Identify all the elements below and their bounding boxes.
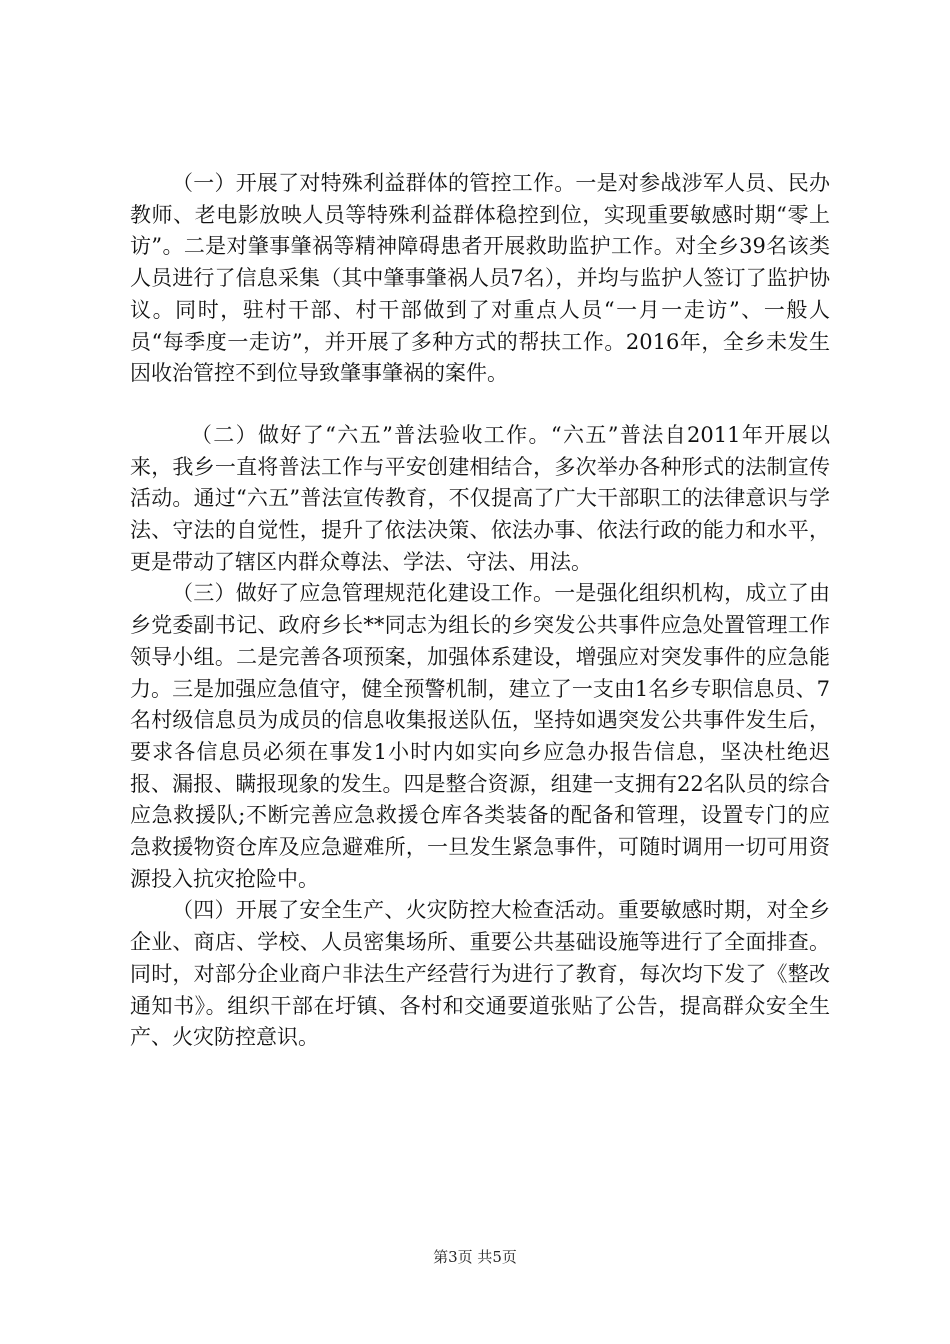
paragraph-special-groups: （一）开展了对特殊利益群体的管控工作。一是对参战涉军人员、民办教师、老电影放映人员等特殊利益群体稳控到位，实现重要敏感时期“零上访”。二是对肇事肇祸等精神障碍患者开展救助监护工作。对全乡39名该类人员进行了信息采集（其中肇事肇祸人员7名），并均与监护人签订了监护协议。同时，驻村干部、村干部做到了对重点人员“一月一走访”、一般人员“每季度一走访”，并开展了多种方式的帮扶工作。2016年，全乡未发生因收治管控不到位导致肇事肇祸的案件。 [130,171,830,386]
paragraph-safety-inspection: （四）开展了安全生产、火灾防控大检查活动。重要敏感时期，对全乡企业、商店、学校、人员密集场所、重要公共基础设施等进行了全面排查。同时，对部分企业商户非法生产经营行为进行了教育，每次均下发了《整改通知书》。组织干部在圩镇、各村和交通要道张贴了公告，提高群众安全生产、火灾防控意识。 [130,898,830,1050]
paragraph-emergency-management: （三）做好了应急管理规范化建设工作。一是强化组织机构，成立了由乡党委副书记、政府乡长**同志为组长的乡突发公共事件应急处置管理工作领导小组。二是完善各项预案，加强体系建设，增强应对突发事件的应急能力。三是加强应急值守，健全预警机制，建立了一支由1名乡专职信息员、7名村级信息员为成员的信息收集报送队伍，坚持如遇突发公共事件发生后，要求各信息员必须在事发1小时内如实向乡应急办报告信息，坚决杜绝迟报、漏报、瞒报现象的发生。四是整合资源，组建一支拥有22名队员的综合应急救援队;不断完善应急救援仓库各类装备的配备和管理，设置专门的应急救援物资仓库及应急避难所，一旦发生紧急事件，可随时调用一切可用资源投入抗灾抢险中。 [130,581,830,891]
paragraph-legal-education: （二）做好了“六五”普法验收工作。“六五”普法自2011年开展以来，我乡一直将普法工作与平安创建相结合，多次举办各种形式的法制宣传活动。通过“六五”普法宣传教育，不仅提高了广大干部职工的法律意识与学法、守法的自觉性，提升了依法决策、依法办事、依法行政的能力和水平，更是带动了辖区内群众尊法、学法、守法、用法。 [130,422,830,574]
document-body [130,168,830,1054]
page-footer: 第3页 共5页 [433,1248,517,1266]
